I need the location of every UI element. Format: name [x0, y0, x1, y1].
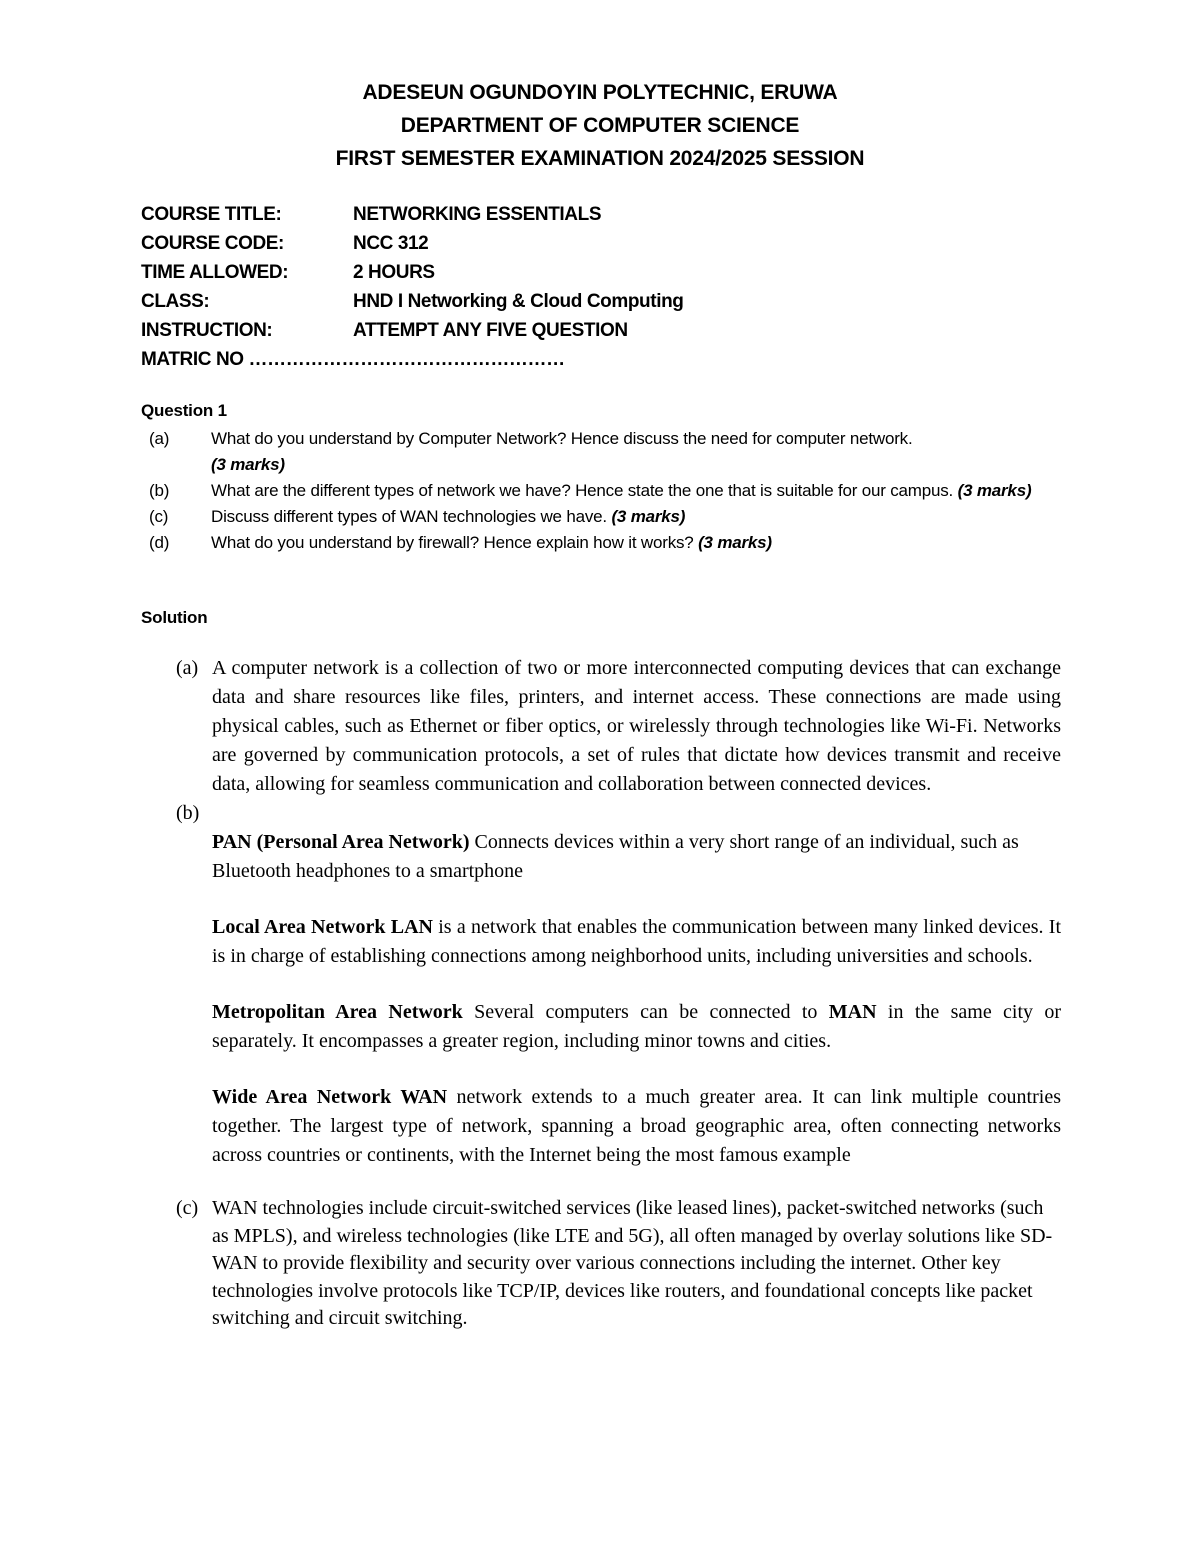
question-1-item-c — [141, 504, 1081, 530]
time-allowed-label: TIME ALLOWED: — [141, 262, 289, 283]
lan-text: is a network that enables the communication between many linked devices. It is in charge of establishing connections among neighborhood units, including universities and schools. — [212, 916, 1062, 967]
time-allowed-row — [141, 258, 683, 287]
question-1 — [141, 396, 1081, 556]
answer-b-lan — [212, 913, 1061, 971]
matric-no-label: MATRIC NO …………………………………………… — [141, 349, 565, 370]
document-header — [0, 76, 1200, 175]
pan-term: PAN (Personal Area Network) — [212, 831, 470, 853]
course-title-label: COURSE TITLE: — [141, 204, 282, 225]
answer-b-man — [212, 998, 1061, 1056]
man-term: Metropolitan Area Network — [212, 1001, 463, 1023]
instruction-label: INSTRUCTION: — [141, 320, 273, 341]
department-name: DEPARTMENT OF COMPUTER SCIENCE — [400, 114, 800, 137]
question-item-letter: (d) — [149, 533, 170, 552]
lan-term: Local Area Network LAN — [212, 916, 433, 938]
question-item-marks: (3 marks) — [698, 533, 772, 552]
question-item-marks: (3 marks) — [211, 455, 285, 474]
question-item-marks: (3 marks) — [611, 507, 686, 526]
question-item-text: Discuss different types of WAN technologies we have. — [211, 507, 607, 526]
exam-title: FIRST SEMESTER EXAMINATION 2024/2025 SESSION — [335, 147, 865, 170]
answer-letter: (b) — [176, 802, 200, 824]
answer-b-wan — [212, 1083, 1061, 1170]
question-1-item-a — [141, 426, 1081, 478]
question-item-letter: (a) — [149, 429, 170, 448]
man-text-1: Several computers can be connected to — [474, 1001, 818, 1023]
solution-title: Solution — [141, 608, 208, 627]
course-details — [141, 200, 683, 374]
question-item-text: What are the different types of network we have? Hence state the one that is suitable for our campus. — [211, 481, 954, 500]
instruction-value: ATTEMPT ANY FIVE QUESTION — [353, 320, 628, 341]
question-item-text: What do you understand by firewall? Hence explain how it works? — [211, 533, 694, 552]
question-1-title: Question 1 — [141, 401, 227, 420]
instruction-row — [141, 316, 683, 345]
time-allowed-value: 2 HOURS — [353, 262, 435, 283]
class-value: HND I Networking & Cloud Computing — [353, 291, 684, 312]
question-item-letter: (b) — [149, 481, 170, 500]
man-text-2: in the same city or separately. It encompasses a greater region, including minor towns and cities. — [212, 1001, 1062, 1052]
pan-text: Connects devices within a very short range of an individual, such as Bluetooth headphones to a smartphone — [212, 831, 1019, 882]
answer-b-pan — [212, 799, 1061, 886]
answer-b — [141, 799, 1061, 1170]
class-label: CLASS: — [141, 291, 210, 312]
answer-c — [141, 1195, 1061, 1333]
question-1-item-b — [141, 478, 1081, 504]
course-code-row — [141, 229, 683, 258]
wan-term: Wide Area Network WAN — [212, 1086, 448, 1108]
question-item-letter: (c) — [149, 507, 169, 526]
institution-name: ADESEUN OGUNDOYIN POLYTECHNIC, ERUWA — [362, 81, 838, 104]
wan-text: network extends to a much greater area. It can link multiple countries together. The largest type of network, spanning a broad geographic area, often connecting networks across countries or continents, with the Internet being the most famous example — [212, 1086, 1061, 1166]
man-term-2: MAN — [828, 1001, 877, 1023]
course-code-label: COURSE CODE: — [141, 233, 284, 254]
answer-letter: (a) — [176, 657, 199, 679]
question-item-text: What do you understand by Computer Network? Hence discuss the need for computer network. — [211, 429, 913, 448]
class-row — [141, 287, 683, 316]
solution-answers — [141, 654, 1061, 1333]
question-item-marks: (3 marks) — [957, 481, 1032, 500]
course-code-value: NCC 312 — [353, 233, 429, 254]
answer-c-text: WAN technologies include circuit-switched services (like leased lines), packet-switched networks (such as MPLS), and wireless technologies (like LTE and 5G), all often managed by overlay solutions like SD-WAN to provide flexibility and security over various connections including the internet. Other key technologies involve protocols like TCP/IP, devices like routers, and foundational concepts like packet switching and circuit switching. — [212, 1197, 1053, 1329]
course-title-value: NETWORKING ESSENTIALS — [353, 204, 602, 225]
answer-letter: (c) — [176, 1197, 199, 1219]
matric-no-row — [141, 345, 683, 374]
course-title-row — [141, 200, 683, 229]
question-1-item-d — [141, 530, 1081, 556]
answer-a-text: A computer network is a collection of two or more interconnected computing devices that can exchange data and share resources like files, printers, and internet access. These connections are made using physical cables, such as Ethernet or fiber optics, or wirelessly through technologies like Wi-Fi. Networks are governed by communication protocols, a set of rules that dictate how devices transmit and receive data, allowing for seamless communication and collaboration between connected devices. — [212, 657, 1061, 795]
answer-a — [141, 654, 1061, 799]
